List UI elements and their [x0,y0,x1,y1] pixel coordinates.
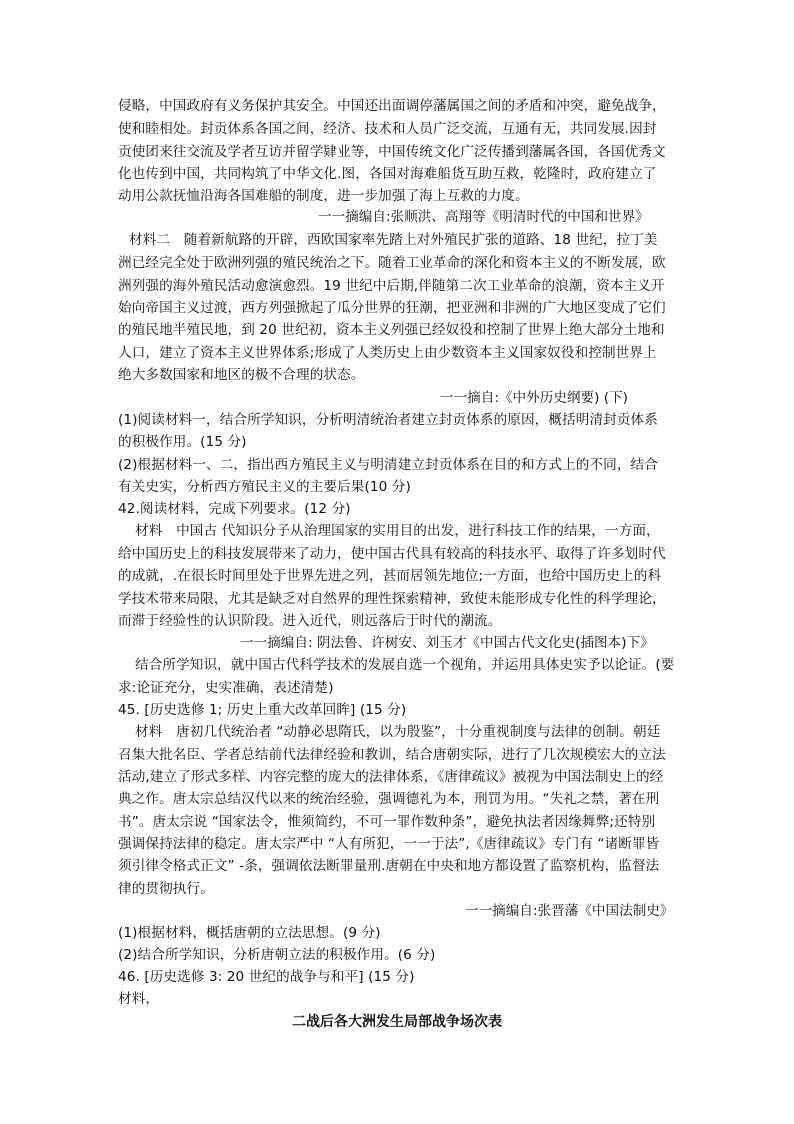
question-heading-42: 42.阅读材料，完成下列要求。(12 分) [118,501,351,517]
material-45-text-line: 律的贯彻执行。 [118,881,214,897]
material-45-text-line: 书”。唐太宗说 “国家法令，惟须简约，不可一罪作数种条”，避免执法者因缘舞弊;还特别 [118,814,656,830]
material-42-source: 一一摘编自: 阴法鲁、许树安、刘玉才《中国古代文化史(插图本)下》 [240,635,654,651]
table-title: 二战后各大洲发生局部战争场次表 [292,1014,502,1030]
question-line: 结合所学知识，就中国古代科学技术的发展自选一个视角，并运用具体史实予以论证。(要 [135,657,675,673]
material-2-text-line: 绝大多数国家和地区的极不合理的状态。 [118,367,365,383]
question-line: (1)根据材料，概括唐朝的立法思想。(9 分) [118,925,381,941]
question-line: (1)阅读材料一，结合所学知识，分析明清统治者建立封贡体系的原因，概括明清封贡体系 [118,412,658,428]
material-45-text-line: 须引律令格式正文” -条，强调依法断罪量刑.唐朝在中央和地方都设置了监察机构，监督法 [118,858,660,874]
question-line: 有关史实，分析西方殖民主义的主要后果(10 分) [118,479,411,495]
material-42-text-line: 学技术带来局限，尤其是缺乏对自然界的理性探索精神，致使未能形成专化性的科学理论， [118,591,666,607]
material-2-text-line: 洲列强的海外殖民活动愈演愈烈。19 世纪中后期,伴随第二次工业革命的浪潮，资本主义开 [118,278,665,294]
material-2-text-line: 洲已经完全处于欧洲列强的殖民统治之下。随着工业革命的深化和资本主义的不断发展，欧 [118,255,666,271]
material-1-text-line: 动用公款抚恤沿海各国难船的制度，进一步加强了海上互救的力度。 [118,188,529,204]
material-45-text-line: 强调保持法律的稳定。唐太宗严中 “人有所犯，一一于法”,《唐律疏议》专门有 “诸断罪皆 [118,836,660,852]
material-1-text-line: 贡使团来往交流及学者互访并留学肄业等，中国传统文化广泛传播到藩属各国，各国优秀文 [118,144,666,160]
material-2-text-line: 的殖民地半殖民地，到 20 世纪初，资本主义列强已经奴役和控制了世界上绝大部分土地和 [118,322,665,338]
material-2-text-line: 始向帝国主义过渡，西方列强掀起了瓜分世界的狂潮，把亚洲和非洲的广大地区变成了它们 [118,300,666,316]
material-1-text-line: 使和睦相处。封贡体系各国之间，经济、技术和人员广泛交流，互通有无，共同发展.因封 [118,121,657,137]
material-2-source: 一一摘自:《中外历史纲要) (下) [440,390,628,406]
material-45-text-line: 召集大批名臣、学者总结前代法律经验和教训，结合唐朝实际，进行了几次规模宏大的立法 [118,747,666,763]
question-heading-45: 45. [历史选修 1; 历史上重大改革回眸] (15 分) [118,702,407,718]
material-42-text-line: 的成就，.在很长时间里处于世界先进之列，甚而居领先地位;一方面，也给中国历史上的科 [118,568,662,584]
material-2-text-line: 材料二 随着新航路的开辟，西欧国家率先踏上对外殖民扩张的道路、18 世纪，拉丁美 [129,232,658,248]
material-1-text-line: 侵略，中国政府有义务保护其安全。中国还出面调停藩属国之间的矛盾和冲突，避免战争， [118,98,666,114]
material-45-text-line: 典之作。唐太宗总结汉代以来的统治经验，强调德礼为本，刑罚为用。“失礼之禁，著在刑 [118,791,660,807]
question-line: 的积极作用。(15 分) [118,434,247,450]
material-1-text-line: 化也传到中国，共同构筑了中华文化.图，各国对海难船货互助互救，乾隆时，政府建立了 [118,166,657,182]
material-45-text-line: 材料 唐初几代统治者 “动静必思隋氏，以为殷鉴”，十分重视制度与法律的创制。朝廷 [135,724,661,740]
material-45-source: 一一摘编自:张晋藩《中国法制史》 [465,903,674,919]
material-2-text-line: 人口，建立了资本主义世界体系;形成了人类历史上由少数资本主义国家奴役和控制世界上 [118,345,657,361]
material-45-text-line: 活动,建立了形式多样、内容完整的庞大的法律体系，《唐律疏议》被视为中国法制史上的经 [118,769,664,785]
question-heading-46: 46. [历史选修 3: 20 世纪的战争与和平] (15 分) [118,969,415,985]
question-line: 求:论证充分，史实准确，表述清楚) [118,680,334,696]
material-42-text-line: 材料 中国古 代知识分子从治理国家的实用目的出发，进行科技工作的结果，一方面， [135,523,660,539]
question-line: (2)根据材料一、二，指出西方殖民主义与明清建立封贡体系在目的和方式上的不同，结合 [118,457,658,473]
material-42-text-line: 给中国历史上的科技发展带来了动力，使中国古代具有较高的科技水平、取得了许多划时代 [118,546,666,562]
question-line: (2)结合所学知识，分析唐朝立法的积极作用。(6 分) [118,947,436,963]
material-46-label: 材料， [118,991,160,1007]
material-42-text-line: 而滞于经验性的认识阶段。进入近代，则远落后于时代的潮流。 [118,613,502,629]
material-1-source: 一一摘编自:张顺洪、高翔等《明清时代的中国和世界》 [318,209,649,225]
